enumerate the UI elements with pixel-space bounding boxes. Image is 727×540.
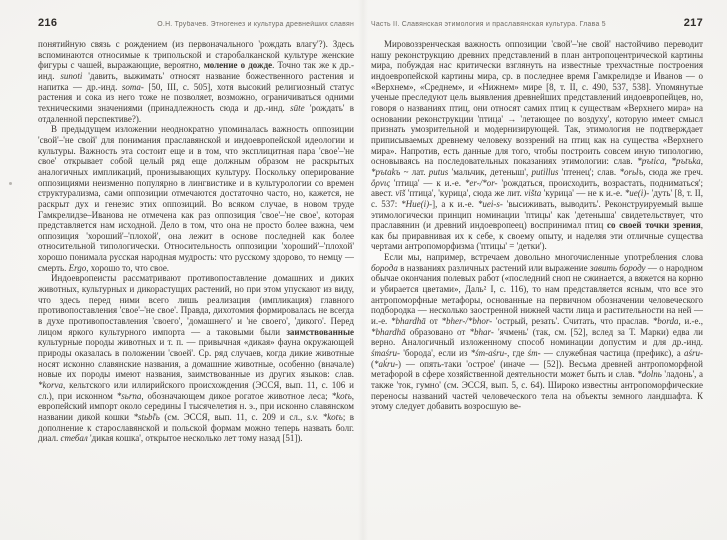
text-run: 'высиживать, выводить'. Реконструируемый выше этимологически принцип номинации 'птицы' как 'детеныша' свидетельствует, что праславянин (и древний индоевропеец) воспринимал птиц (371, 198, 703, 231)
text-run: ], а к и.-е. (432, 198, 478, 209)
text-run: *bhardhā (371, 326, 406, 337)
left-running-head (38, 17, 354, 29)
scan-speck-artifact (9, 182, 12, 185)
text-run: *pъtica, *pъtъka, *pъtakъ (371, 156, 703, 177)
text-run: со своей точки зрения (606, 220, 701, 231)
text-run: , европейский импорт около середины I тысячелетия н. э., при исконно славянском названии дикой кошки (38, 390, 354, 422)
text-run: *aḱru- (374, 358, 398, 369)
left-page-number: 216 (38, 17, 58, 29)
text-run: борода (371, 262, 398, 273)
text-run: [50, III, с. 505], хотя высокий религиозный статус растения и сока из него тоже не позволяет, возможно, ограничиваться одними техническими значениями (принадлежность сюда и др.-инд. (38, 81, 354, 113)
text-run: *bher-/*bhor- (441, 316, 493, 327)
text-run: понятийную связь с рождением (из первоначального 'рождать влагу'?). Здесь вспоминаются относимые к трипольской и старобалканской культуре женские фигуры с чашей, выражающие, вероятно, (38, 39, 354, 71)
text-run: — служебная частица (префикс), а (540, 348, 684, 359)
text-run: 'рождаться, происходить, возрастать, подниматься'; авест. (371, 177, 703, 199)
text-run: 'борода', если из (400, 348, 471, 359)
text-run: моление о дожде (203, 60, 273, 71)
text-run: ) — опять-таки 'острое' (иначе — [52]). Весьма древней антропоморфной метафорой в сфере хозяйственной деятельности может быть и слав. (371, 358, 703, 380)
text-run: *sьrna (116, 390, 142, 401)
text-run: soma- (121, 81, 144, 92)
text-run: , кельтского или иллирийского происхождения (ЭССЯ, вып. 11, с. 106 и сл.), при исконном (38, 380, 354, 401)
text-run: Индоевропеисты рассматривают противопоставление домашних и диких животных, культурных и дикорастущих растений, но при этом упускают из виду, что здесь перед ними всего лишь реализация (импликация) главного противопоставления 'свое'–'не свое'. Правда, дихотомия формировалась не всегда в духе противопоставления 'своего', 'домашнего' и 'не своего', 'дикого'. Перед лицом яркого культурного импорта — а таковыми были (38, 273, 354, 337)
page-gutter-shadow (358, 0, 368, 540)
text-run: , сюда же греч. (643, 166, 703, 177)
text-run: 'дикая кошка', открытое несколько лет тому назад [51]). (87, 433, 303, 444)
text-run: , где (507, 348, 528, 359)
right-page (371, 0, 703, 540)
text-run: *bhardhā (391, 316, 426, 327)
text-run: *orьlъ (619, 166, 644, 177)
text-run: , и.-е., (678, 316, 703, 327)
right-running-head (371, 17, 703, 29)
text-run: ( (371, 358, 374, 369)
paragraph (371, 39, 703, 252)
text-run: 'острый, резать'. Считать, что праслав. (492, 316, 653, 327)
text-run: 'птица', 'курица', сюда же лит. (405, 188, 525, 199)
text-run: 'мальчик, детеныш', (448, 166, 532, 177)
text-run: стебал (60, 433, 88, 444)
left-page (38, 0, 354, 540)
text-run: 'рождать' в отдаленной перспективе?). (38, 102, 354, 124)
text-run: *uei-s- (477, 198, 503, 209)
right-page-number: 217 (683, 17, 703, 29)
text-run: . Точно так же к др.-инд. (38, 60, 354, 81)
text-run: 'дуть' [8, т. II, с. 537: (371, 188, 703, 209)
text-run: aśru- (683, 348, 703, 359)
paragraph (38, 273, 354, 444)
text-run: 'птица' — к и.-е. (389, 177, 465, 188)
text-run: 'ладонь', а также 'ток, гумно' (см. ЭССЯ, вып. 5, с. 64). Широко известны антропоморфические переносы названий частей человеческого тела на объекты земного ландшафта. К этому следует добавить возросшую ве- (371, 369, 703, 412)
text-run: *Hue(i)- (401, 198, 433, 209)
text-run: Ergo (68, 262, 87, 273)
text-run: , хорошо то, что свое. (86, 262, 170, 273)
text-run: от (425, 316, 442, 327)
text-run: 'ячмень' (так, см. [52], вслед за Т. Марки) едва ли верно. Аналогичный изложенному способ номинации допустим и для др.-инд. (371, 326, 703, 348)
paragraph (38, 124, 354, 273)
text-run: ; в дополнение к старославянской и польской формам можно теперь назвать болг. диал. (38, 411, 354, 444)
text-run: śmaśru- (371, 348, 401, 359)
text-run: *bhar- (469, 326, 494, 337)
text-run: 'давить, выжимать' относят название божественного растения и напитка — др.-инд. (38, 70, 354, 92)
left-running-title: О.Н. Трубачев. Этногенез и культура древнейших славян (157, 21, 354, 28)
text-run: sūte (290, 102, 305, 113)
text-run: 'курица' — не к и.-е. (541, 188, 625, 199)
text-run: *stьbľь (133, 411, 160, 422)
text-run: В предыдущем изложении неоднократно упоминалась важность оппозиции 'свой'–'не свой' для понимания праславянской и индоевропейской идеологии и культуры. Важность эта состоит еще и в том, что эксплицитная пара 'свое'–'не свое' открывает собой целый ряд еще должным образом не раскрытых аналогичных импликаций, пронизывающих культуру. Поскольку оперирование оппозициями неизменно популярно в лингвистике и в культурологии со времен структурализма, сами оппозиции отмечаются достаточно часто, но, кажется, не раскрыт дух и генезис этих оппозиций. Во всяком случае, в новом труде Гамкрелидзе–Иванова не отмечена как раз оппозиция 'свое'–'не свое', которая представляется нам исходной. Дело в том, что она не просто более важна, чем оппозиция 'хороший'–'плохой', она лежит в основе последней как более относительной типологически. Относительность оппозиции 'хороший'–'плохой' хорошо понимала русская народная мудрость: что русскому здорово, то немцу — смерть. (38, 124, 354, 273)
text-run: Если мы, например, встречаем довольно многочисленные употребления слова (384, 252, 703, 263)
paragraph (38, 39, 354, 124)
text-run: putillus (531, 166, 559, 177)
text-run: 'птенец'; слав. (558, 166, 620, 177)
text-run: *borda (652, 316, 679, 327)
paragraph (371, 252, 703, 412)
text-run: *śm-aśru- (470, 348, 508, 359)
text-run: *dolnь (637, 369, 662, 380)
text-run: vīš (395, 188, 406, 199)
text-run: sunoti (60, 70, 83, 81)
text-run: putus (428, 166, 449, 177)
right-page-text-column (371, 39, 703, 534)
text-run: в названиях различных растений или выражение (397, 262, 590, 273)
text-run: s.v. *kotъ (306, 411, 343, 422)
text-run: ~ лат. (400, 166, 429, 177)
text-run: *er-/*or- (464, 177, 498, 188)
text-run: заимствованные (286, 326, 354, 337)
text-run: ὄρνις (371, 177, 390, 188)
text-run: Мировоззренческая важность оппозиции 'свой'–'не свой' настойчиво переводит нашу реконструкцию древних представлений в план антропоцентрической картины мира, побуждая нас критически взглянуть на известные трехчастные построения индоевропейской картины мира, ср. в последнее время Гамкрелидзе и Иванов — о «Верхнем», «Среднем», и «Нижнем» мире [8, т. II, с. 490, 537, 538]. Упомянутые ученые преследуют цель выявления древнейших представлений индоевропейцев, но, говоря о названиях птиц, они относят самих птиц к существам «Верхнего мира» на основании реконструкции 'птица' → 'летающее по воздуху', которую имеет смысл признать умозрительной и модернизирующей. Так, этимология не подтверждает приписываемых древнему человеку воззрений на птиц как на существа «Верхнего мира». Напротив, есть данные для того, чтобы построить совсем иную типологию, основываясь на последовательных показаниях этимологии: слав. (371, 39, 703, 167)
text-run: культурные породы животных и т. п. — привычная «дикая» фауна окружающей природы оказалась в положении 'своей'. Ср. ряд случаев, когда дикие животные носят исконно славянские названия, а домашние животные, особенно (вначале) новые их породы имеют названия, заимствованные из других языков: слав. (38, 337, 354, 380)
text-run: , как бы приравнивая их к себе, к своему опыту, и наделяя эти отличные существа чертами антропоморфизма ('птицы' = 'детки'). (371, 220, 703, 252)
right-running-title: Часть II. Славянская этимология и праславянская культура. Глава 5 (371, 21, 606, 28)
text-run: *kotъ (331, 390, 352, 401)
text-run: , обозначающем дикое рогатое животное леса; (141, 390, 332, 401)
text-run: (см. ЭССЯ, вып. 11, с. 209 и сл., (159, 411, 307, 422)
text-run: завить бороду (589, 262, 646, 273)
text-run: — о народном обычае окончания полевых работ («последний сноп не сжинается, а вяжется на корню и убирается цветами», Даль² I, с. 116), то нам представляется ясным, что все это антропоморфные метафоры, основанные на первичном обозначении человеческого подбородка — несколько заостренной нижней части лица и растительности на ней — и.-е. (371, 262, 703, 327)
text-run: śm- (527, 348, 541, 359)
left-page-text-column (38, 39, 354, 534)
text-run: *ue(i)- (624, 188, 650, 199)
text-run: образовано от (405, 326, 470, 337)
text-run: *korva (38, 380, 63, 390)
text-run: višta (524, 188, 542, 199)
